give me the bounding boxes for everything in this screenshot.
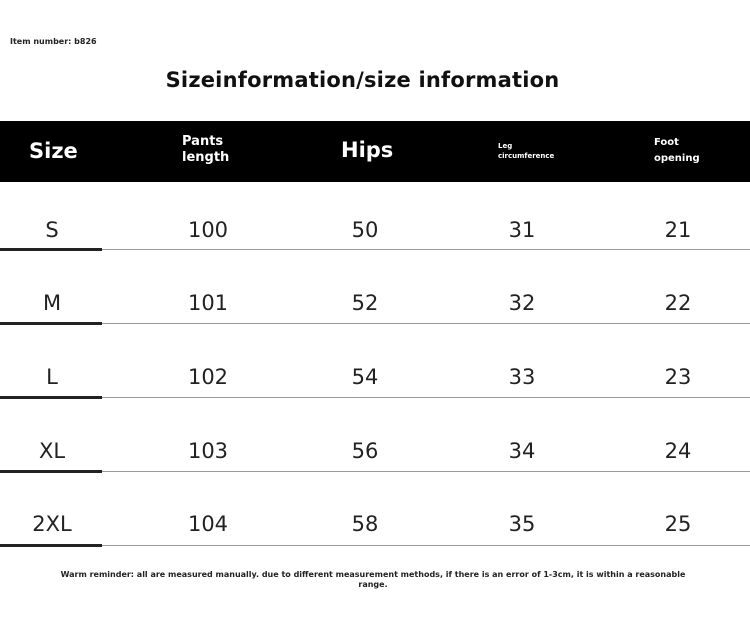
cell-pants-length: 104	[187, 512, 229, 536]
row-divider	[0, 323, 750, 324]
cell-size: XL	[38, 439, 66, 463]
row-divider	[0, 471, 750, 472]
cell-foot-opening: 21	[664, 218, 692, 242]
table-row	[0, 439, 750, 513]
table-row	[0, 291, 750, 365]
row-divider-accent	[0, 248, 102, 251]
row-divider-accent	[0, 470, 102, 473]
cell-foot-opening: 22	[664, 291, 692, 315]
header-pants-line2: length	[182, 150, 230, 165]
header-leg-circumference	[498, 141, 554, 161]
cell-leg-circumference: 31	[508, 218, 536, 242]
cell-size: L	[46, 365, 58, 389]
cell-hips: 50	[351, 218, 379, 242]
row-divider	[0, 397, 750, 398]
cell-hips: 58	[351, 512, 379, 536]
page-title: Sizeinformation/size information	[165, 68, 560, 92]
cell-leg-circumference: 35	[508, 512, 536, 536]
row-divider-accent	[0, 396, 102, 399]
cell-hips: 56	[351, 439, 379, 463]
cell-hips: 52	[351, 291, 379, 315]
row-divider	[0, 545, 750, 546]
cell-pants-length: 100	[187, 218, 229, 242]
cell-size: M	[42, 291, 62, 315]
cell-pants-length: 103	[187, 439, 229, 463]
header-foot-opening	[654, 135, 700, 167]
cell-leg-circumference: 33	[508, 365, 536, 389]
cell-size: 2XL	[32, 512, 72, 536]
reminder-line2: range.	[358, 580, 388, 589]
row-divider-accent	[0, 322, 102, 325]
cell-foot-opening: 24	[664, 439, 692, 463]
cell-foot-opening: 25	[664, 512, 692, 536]
table-row	[0, 365, 750, 439]
cell-foot-opening: 23	[664, 365, 692, 389]
header-leg-line2: circumference	[498, 152, 555, 160]
header-pants-length	[182, 134, 229, 166]
cell-leg-circumference: 32	[508, 291, 536, 315]
cell-leg-circumference: 34	[508, 439, 536, 463]
header-pants-line1: Pants	[182, 134, 224, 149]
table-header	[0, 121, 750, 182]
warm-reminder	[0, 570, 746, 590]
header-hips: Hips	[341, 138, 394, 162]
header-size: Size	[29, 139, 78, 163]
cell-size: S	[45, 218, 59, 242]
row-divider	[0, 249, 750, 250]
item-number: Item number: b826	[10, 37, 97, 46]
table-row	[0, 218, 750, 292]
row-divider-accent	[0, 544, 102, 547]
cell-pants-length: 101	[187, 291, 229, 315]
cell-pants-length: 102	[187, 365, 229, 389]
header-leg-line1: Leg	[498, 142, 513, 150]
header-foot-line1: Foot	[654, 137, 679, 148]
cell-hips: 54	[351, 365, 379, 389]
header-foot-line2: opening	[654, 153, 700, 164]
reminder-line1: Warm reminder: all are measured manually. due to different measurement methods, if there is an error of 1-3cm, it is within a reasonable	[60, 570, 686, 579]
